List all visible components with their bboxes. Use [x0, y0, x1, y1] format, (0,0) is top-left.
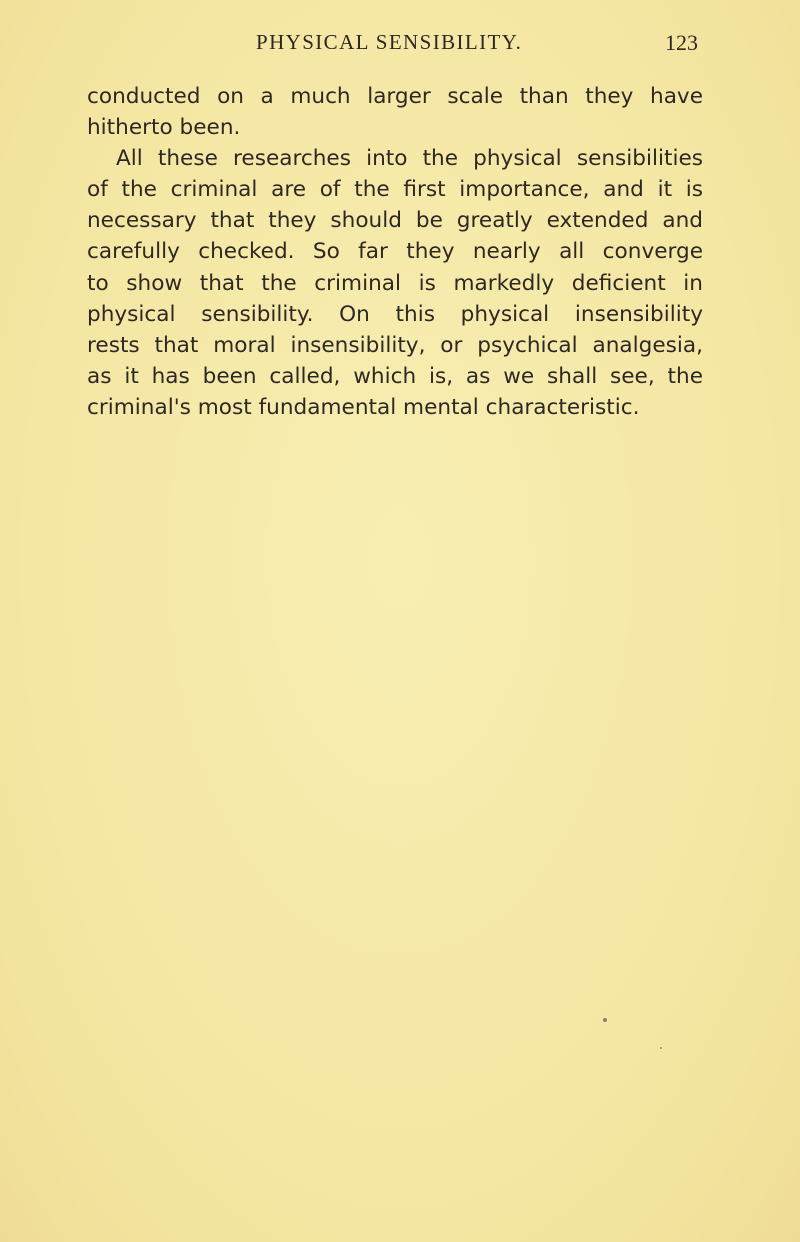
text-line: as it has been called, which is, as we shall see, the — [87, 363, 703, 389]
body-text — [87, 81, 703, 423]
page-number: 123 — [665, 30, 698, 55]
text-line: conducted on a much larger scale than they have — [87, 84, 703, 109]
text-line: physical sensibility. On this physical insensibility — [87, 301, 703, 327]
text-line: to show that the criminal is markedly deficient in — [87, 270, 703, 296]
running-head — [0, 30, 800, 60]
text-line: rests that moral insensibility, or psychical analgesia, — [87, 332, 703, 358]
text-line: necessary that they should be greatly extended and — [87, 208, 703, 234]
paper-speck — [603, 1018, 607, 1022]
running-head-title: PHYSICAL SENSIBILITY. — [256, 30, 523, 54]
text-line: of the criminal are of the first importance, and it is — [87, 177, 703, 203]
paper-speck — [660, 1047, 662, 1049]
paragraph-first-line: All these researches into the physical sensibilities — [116, 146, 703, 172]
text-line: criminal's most fundamental mental characteristic. — [87, 394, 640, 420]
text-line: carefully checked. So far they nearly all converge — [87, 239, 703, 265]
text-line: hitherto been. — [87, 115, 241, 141]
